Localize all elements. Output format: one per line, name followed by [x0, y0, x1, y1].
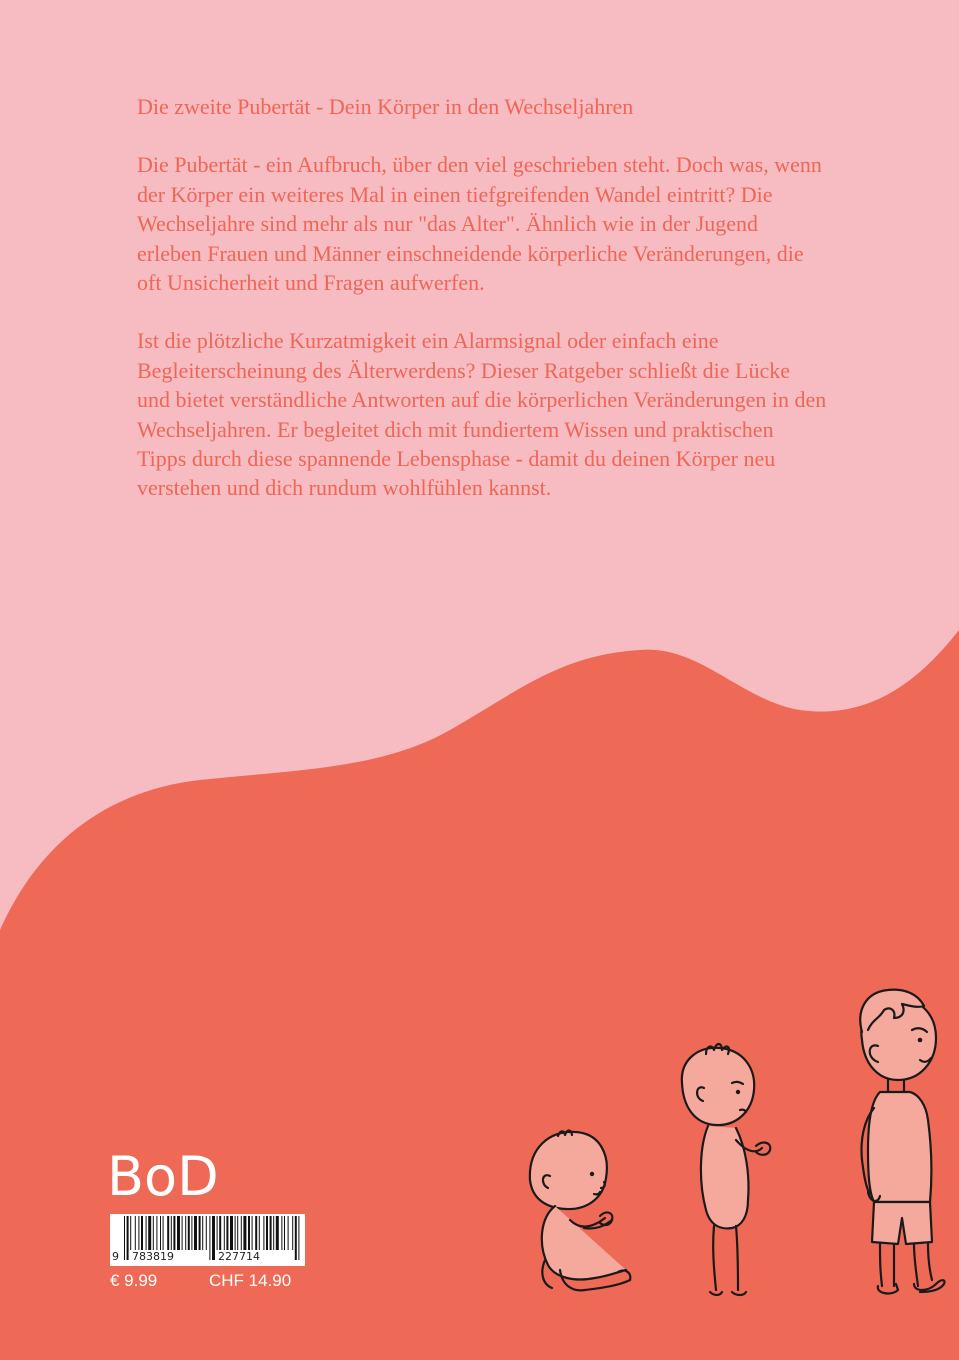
- barcode-bar: [206, 1216, 207, 1250]
- barcode-bar: [270, 1216, 272, 1250]
- barcode-bar: [252, 1216, 253, 1250]
- barcode-bar: [224, 1216, 225, 1250]
- barcode-bar: [235, 1216, 236, 1250]
- price-chf: CHF 14.90: [209, 1271, 292, 1290]
- barcode-bar: [182, 1216, 183, 1250]
- barcode-bar: [219, 1216, 221, 1250]
- barcode-bar: [177, 1216, 180, 1250]
- barcode-bar: [163, 1216, 164, 1250]
- barcode-bar: [298, 1216, 299, 1260]
- barcode-bar: [156, 1216, 157, 1250]
- barcode-bar: [188, 1216, 190, 1250]
- barcode-bar: [273, 1216, 274, 1250]
- barcode-bar: [263, 1216, 264, 1250]
- boy-standing-icon: [860, 990, 944, 1294]
- barcode-bar: [202, 1216, 203, 1250]
- barcode-bar: [138, 1216, 139, 1250]
- barcode-bar: [212, 1216, 215, 1260]
- barcode-bar: [148, 1216, 151, 1250]
- barcode-bar: [281, 1216, 282, 1250]
- book-title: Die zweite Pubertät - Dein Körper in den Wechseljahren: [137, 94, 634, 119]
- back-cover-text: [137, 92, 827, 532]
- isbn-barcode: [110, 1214, 305, 1266]
- barcode-bar: [255, 1216, 257, 1250]
- barcode-bar: [292, 1216, 293, 1250]
- toddler-standing-icon: [682, 1044, 770, 1295]
- description-paragraph-1: Die Pubertät - ein Aufbruch, über den viel geschrieben steht. Doch was, wenn der Körper ein weiteres Mal in einen tiefgreifenden Wandel eintritt? Die Wechseljahre sind mehr als nur "das Alter". Ähnlich wie in der Jugend erleben Frauen und Männer einschneidende körperliche Veränderungen, die oft Unsicherheit und Fragen aufwerfen.: [137, 152, 822, 296]
- barcode-bar: [276, 1216, 279, 1250]
- barcode-bar: [173, 1216, 175, 1250]
- barcode-bar: [226, 1216, 228, 1250]
- publisher-logo: BoD: [107, 1145, 219, 1208]
- barcode-bar: [171, 1216, 172, 1250]
- barcode-bar: [127, 1216, 129, 1260]
- barcode-bar: [266, 1216, 268, 1250]
- baby-sitting-icon: [530, 1131, 630, 1291]
- barcode-bar: [160, 1216, 161, 1250]
- price-eur: € 9.99: [110, 1271, 158, 1290]
- barcode-bar: [288, 1216, 289, 1250]
- children-illustration: [500, 980, 959, 1310]
- barcode-bar: [284, 1216, 285, 1250]
- barcode-digit-first: 9: [112, 1250, 119, 1263]
- barcode-bar: [124, 1216, 125, 1260]
- description-paragraph-2: Ist die plötzliche Kurzatmigkeit ein Alarmsignal oder einfach eine Begleiterscheinung des Älterwerdens? Dieser Ratgeber schließt die Lücke und bietet verständliche Antworten auf die körperlichen Veränderungen in den Wechseljahren. Er begleitet dich mit fundiertem Wissen und praktischen Tipps durch diese spannende Lebensphase - damit du deinen Körper neu verstehen und dich rundum wohlfühlen kannst.: [137, 328, 827, 501]
- barcode-bar: [135, 1216, 136, 1250]
- barcode-bar: [230, 1216, 233, 1250]
- barcode-bar: [153, 1216, 154, 1250]
- barcode-bar: [295, 1216, 297, 1260]
- barcode-bar: [217, 1216, 218, 1250]
- barcode-bar: [130, 1216, 131, 1250]
- barcode-bar: [141, 1216, 143, 1250]
- barcode-bar: [209, 1216, 210, 1260]
- barcode-bar: [146, 1216, 147, 1250]
- barcode-bar: [199, 1216, 201, 1250]
- barcode-bar: [241, 1216, 242, 1250]
- barcode-bar: [167, 1216, 169, 1250]
- barcode-bar: [191, 1216, 192, 1250]
- barcode-bar: [243, 1216, 246, 1250]
- barcode-digit-group-1: 783819: [132, 1250, 174, 1263]
- barcode-bar: [185, 1216, 186, 1250]
- barcode-bar: [248, 1216, 250, 1250]
- barcode-bar: [237, 1216, 238, 1250]
- barcode-bar: [194, 1216, 197, 1250]
- barcode-digit-group-2: 227714: [218, 1250, 260, 1263]
- barcode-bar: [259, 1216, 260, 1250]
